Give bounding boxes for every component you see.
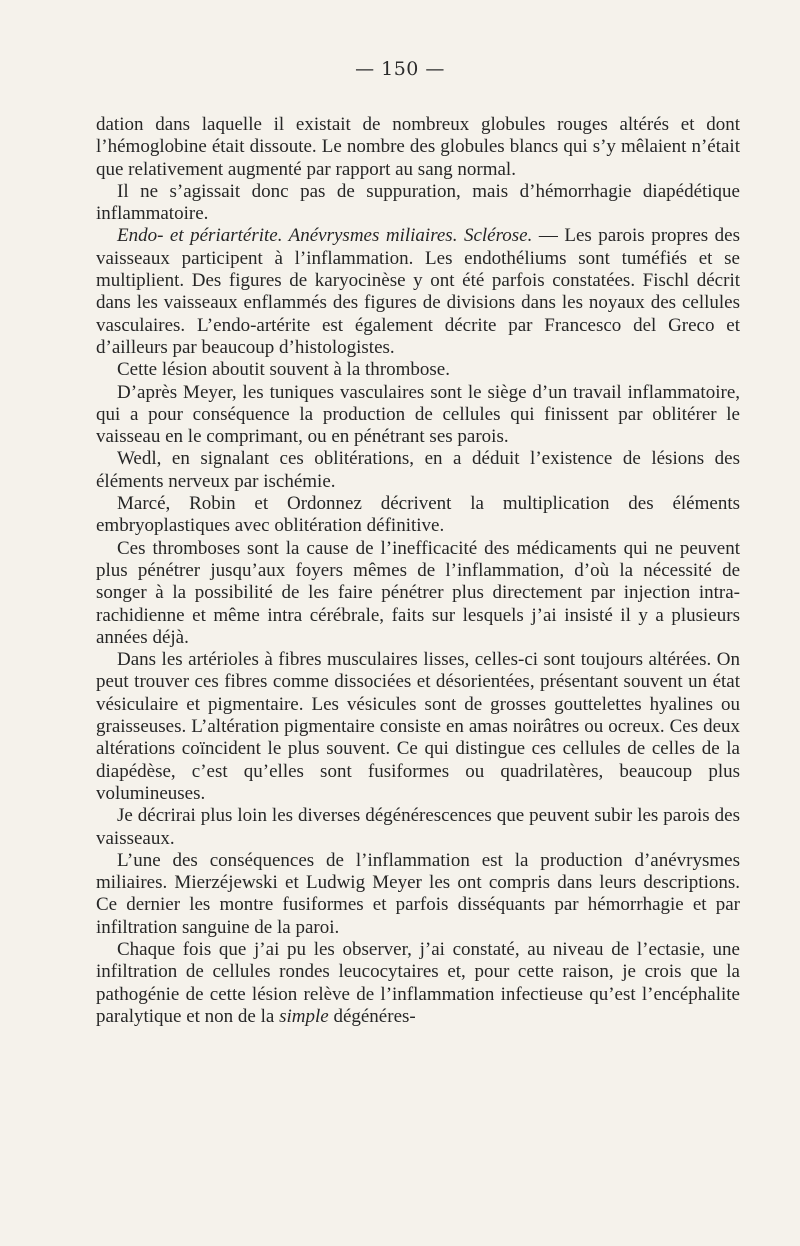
paragraph [96, 382, 740, 449]
paragraph [96, 359, 740, 381]
paragraph [96, 225, 740, 359]
paragraph-text: D’après Meyer, les tuniques vasculaires sont le siège d’un travail inflammatoire, qui a pour conséquence la production de cellules qui finissent par oblitérer le vaisseau en le comprimant, ou en pénétrant ses parois. [96, 381, 740, 448]
paragraph-text: Je décrirai plus loin les diverses dégénérescences que peuvent subir les parois des vaisseaux. [96, 805, 740, 849]
paragraph-text: Chaque fois que j’ai pu les observer, j’ai constaté, au niveau de l’ectasie, une infiltration de cellules rondes leucocytaires et, pour cette raison, je crois que la pathogénie de cette lésion relève de l’inflammation infectieuse qu’est l’encéphalite paralytique et non de la [96, 938, 740, 1027]
paragraph [96, 649, 740, 805]
paragraph-text: Marcé, Robin et Ordonnez décrivent la multiplication des éléments embryoplastiques avec oblitération définitive. [96, 493, 740, 537]
paragraph-text: Wedl, en signalant ces oblitérations, en a déduit l’existence de lésions des éléments nerveux par ischémie. [96, 448, 740, 492]
paragraph [96, 114, 740, 181]
paragraph [96, 850, 740, 939]
italic-text: simple [279, 1005, 329, 1027]
paragraph [96, 493, 740, 538]
paragraph [96, 181, 740, 226]
paragraph [96, 448, 740, 493]
paragraph-text: Dans les artérioles à fibres musculaires lisses, celles-ci sont toujours altérées. On peut trouver ces fibres comme dissociées et désorientées, présentant souvent un état vésiculaire et pigmentaire. Les vésicules sont de grosses gouttelettes hyalines ou graisseuses. L’altération pigmentaire consiste en amas noirâtres ou ocreux. Ces deux altérations coïncident le plus souvent. Ce qui distingue ces cellules de celles de la diapédèse, c’est qu’elles sont fusiformes ou quadrilatères, beaucoup plus volumineuses. [96, 649, 740, 804]
paragraph [96, 939, 740, 1028]
paragraph-text: Cette lésion aboutit souvent à la thrombose. [117, 359, 450, 381]
paragraph-text: Ces thromboses sont la cause de l’inefficacité des médicaments qui ne peuvent plus pénétrer jusqu’aux foyers mêmes de l’inflammation, d’où la nécessité de songer à la possibilité de les faire pénétrer plus directement par injection intra-rachidienne et même intra cérébrale, faits sur lesquels j’ai insisté il y a plusieurs années déjà. [96, 537, 740, 648]
paragraph-text: Il ne s’agissait donc pas de suppuration, mais d’hémorrhagie diapédétique inflammatoire. [96, 180, 740, 225]
paragraph-text: dation dans laquelle il existait de nombreux globules rouges altérés et dont l’hémoglobine était dissoute. Le nombre des globules blancs qui s’y mêlaient n’était que relativement augmenté par rapport au sang normal. [96, 114, 740, 180]
paragraph-text: dégénéres- [328, 1005, 416, 1027]
paragraph [96, 805, 740, 850]
page-number: — 150 — [355, 58, 445, 80]
italic-text: Endo- et périartérite. Anévrysmes miliaires. Sclérose. [117, 225, 533, 247]
paragraph-text: L’une des conséquences de l’inflammation est la production d’anévrysmes miliaires. Mierzéjewski et Ludwig Meyer les ont compris dans leurs descriptions. Ce dernier les montre fusiformes et parfois disséquants par hémorrhagie et par infiltration sanguine de la paroi. [96, 849, 740, 938]
paragraph-text: — Les parois propres des vaisseaux participent à l’inflammation. Les endothéliums sont tuméfiés et se multiplient. Des figures de karyocinèse y ont été parfois constatées. Fischl décrit dans les vaisseaux enflammés des figures de divisions dans les noyaux des cellules vasculaires. L’endo-artérite est également décrite par Francesco del Greco et d’ailleurs par beaucoup d’histologistes. [96, 225, 740, 358]
paragraph [96, 538, 740, 649]
body-text [96, 114, 740, 1028]
